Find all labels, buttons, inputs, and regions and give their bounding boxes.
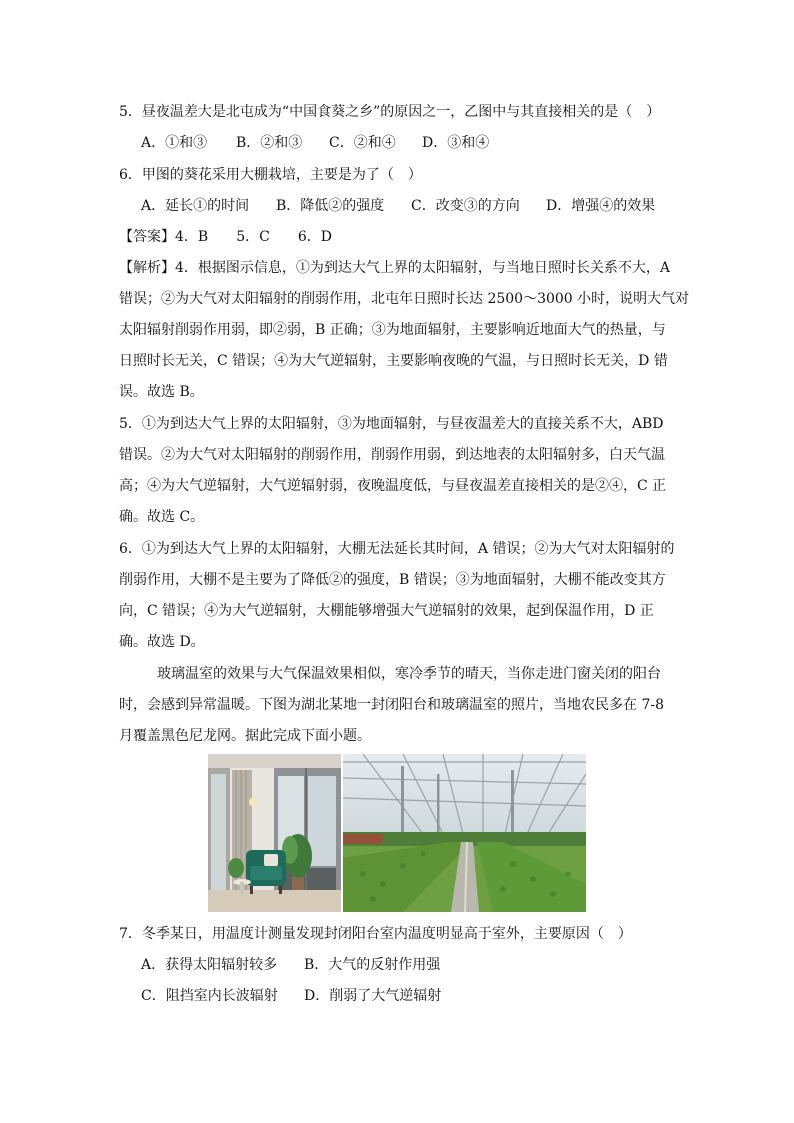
q5-option-d: D．③和④ [422,135,490,151]
analysis-line: 削弱作用，大棚不是主要为了降低②的强度，B 错误；③为地面辐射，大棚不能改变其方 [119,572,666,588]
analysis-line: 确。故选 C。 [119,509,205,525]
q5-option-c: C．②和④ [329,135,396,151]
analysis-line: 误。故选 B。 [119,384,204,400]
intro-line: 月覆盖黑色尼龙网。据此完成下面小题。 [119,728,371,744]
q6-option-b: B．降低②的强度 [276,198,385,214]
analysis-line: 错误；②为大气对太阳辐射的削弱作用，北屯年日照时长达 2500～3000 小时，说明大气对 [119,291,690,307]
q6-stem: 6．甲图的葵花采用大棚栽培，主要是为了（ ） [119,167,422,183]
analysis-line: 错误。②为大气对太阳辐射的削弱作用，削弱作用弱，到达地表的太阳辐射多，白天气温 [119,447,665,463]
q7-option-c: C．阻挡室内长波辐射 [141,988,278,1004]
q5-option-a: A．①和③ [141,135,208,151]
q6-option-a: A．延长①的时间 [141,198,250,214]
q6-option-d: D．增强④的效果 [546,198,656,214]
q5-option-b: B．②和③ [236,135,303,151]
answer-line: 【答案】4．B 5．C 6．D [119,229,332,245]
q7-stem: 7．冬季某日，用温度计测量发现封闭阳台室内温度明显高于室外，主要原因（ ） [119,926,632,942]
q7-option-d: D．削弱了大气逆辐射 [304,988,442,1004]
balcony-photo [208,754,341,912]
analysis-line: 高；④为大气逆辐射，大气逆辐射弱，夜晚温度低，与昼夜温差直接相关的是②④，C 正 [119,478,667,494]
q7-option-a: A．获得太阳辐射较多 [141,957,278,973]
analysis-line: 【解析】4．根据图示信息，①为到达大气上界的太阳辐射，与当地日照时长关系不大，A [119,260,671,276]
analysis-line: 太阳辐射削弱作用弱，即②弱，B 正确；③为地面辐射，主要影响近地面大气的热量，与 [119,322,666,338]
analysis-line: 向，C 错误；④为大气逆辐射，大棚能够增强大气逆辐射的效果，起到保温作用，D 正 [119,603,654,619]
q7-option-b: B．大气的反射作用强 [304,957,441,973]
intro-line: 时，会感到异常温暖。下图为湖北某地一封闭阳台和玻璃温室的照片，当地农民多在 7-8 [119,697,664,713]
analysis-line: 5．①为到达大气上界的太阳辐射，③为地面辐射，与昼夜温差大的直接关系不大，ABD [119,416,664,432]
analysis-line: 6．①为到达大气上界的太阳辐射，大棚无法延长其时间，A 错误；②为大气对太阳辐射的 [119,541,675,557]
intro-line: 玻璃温室的效果与大气保温效果相似，寒冷季节的晴天，当你走进门窗关闭的阳台 [157,666,661,682]
analysis-line: 日照时长无关，C 错误；④为大气逆辐射，主要影响夜晚的气温，与日照时长无关，D 错 [119,353,668,369]
greenhouse-photo [343,754,586,912]
q6-option-c: C．改变③的方向 [411,198,520,214]
analysis-line: 确。故选 D。 [119,634,205,650]
q5-stem: 5．昼夜温差大是北屯成为“中国食葵之乡”的原因之一，乙图中与其直接相关的是（ ） [119,104,661,120]
